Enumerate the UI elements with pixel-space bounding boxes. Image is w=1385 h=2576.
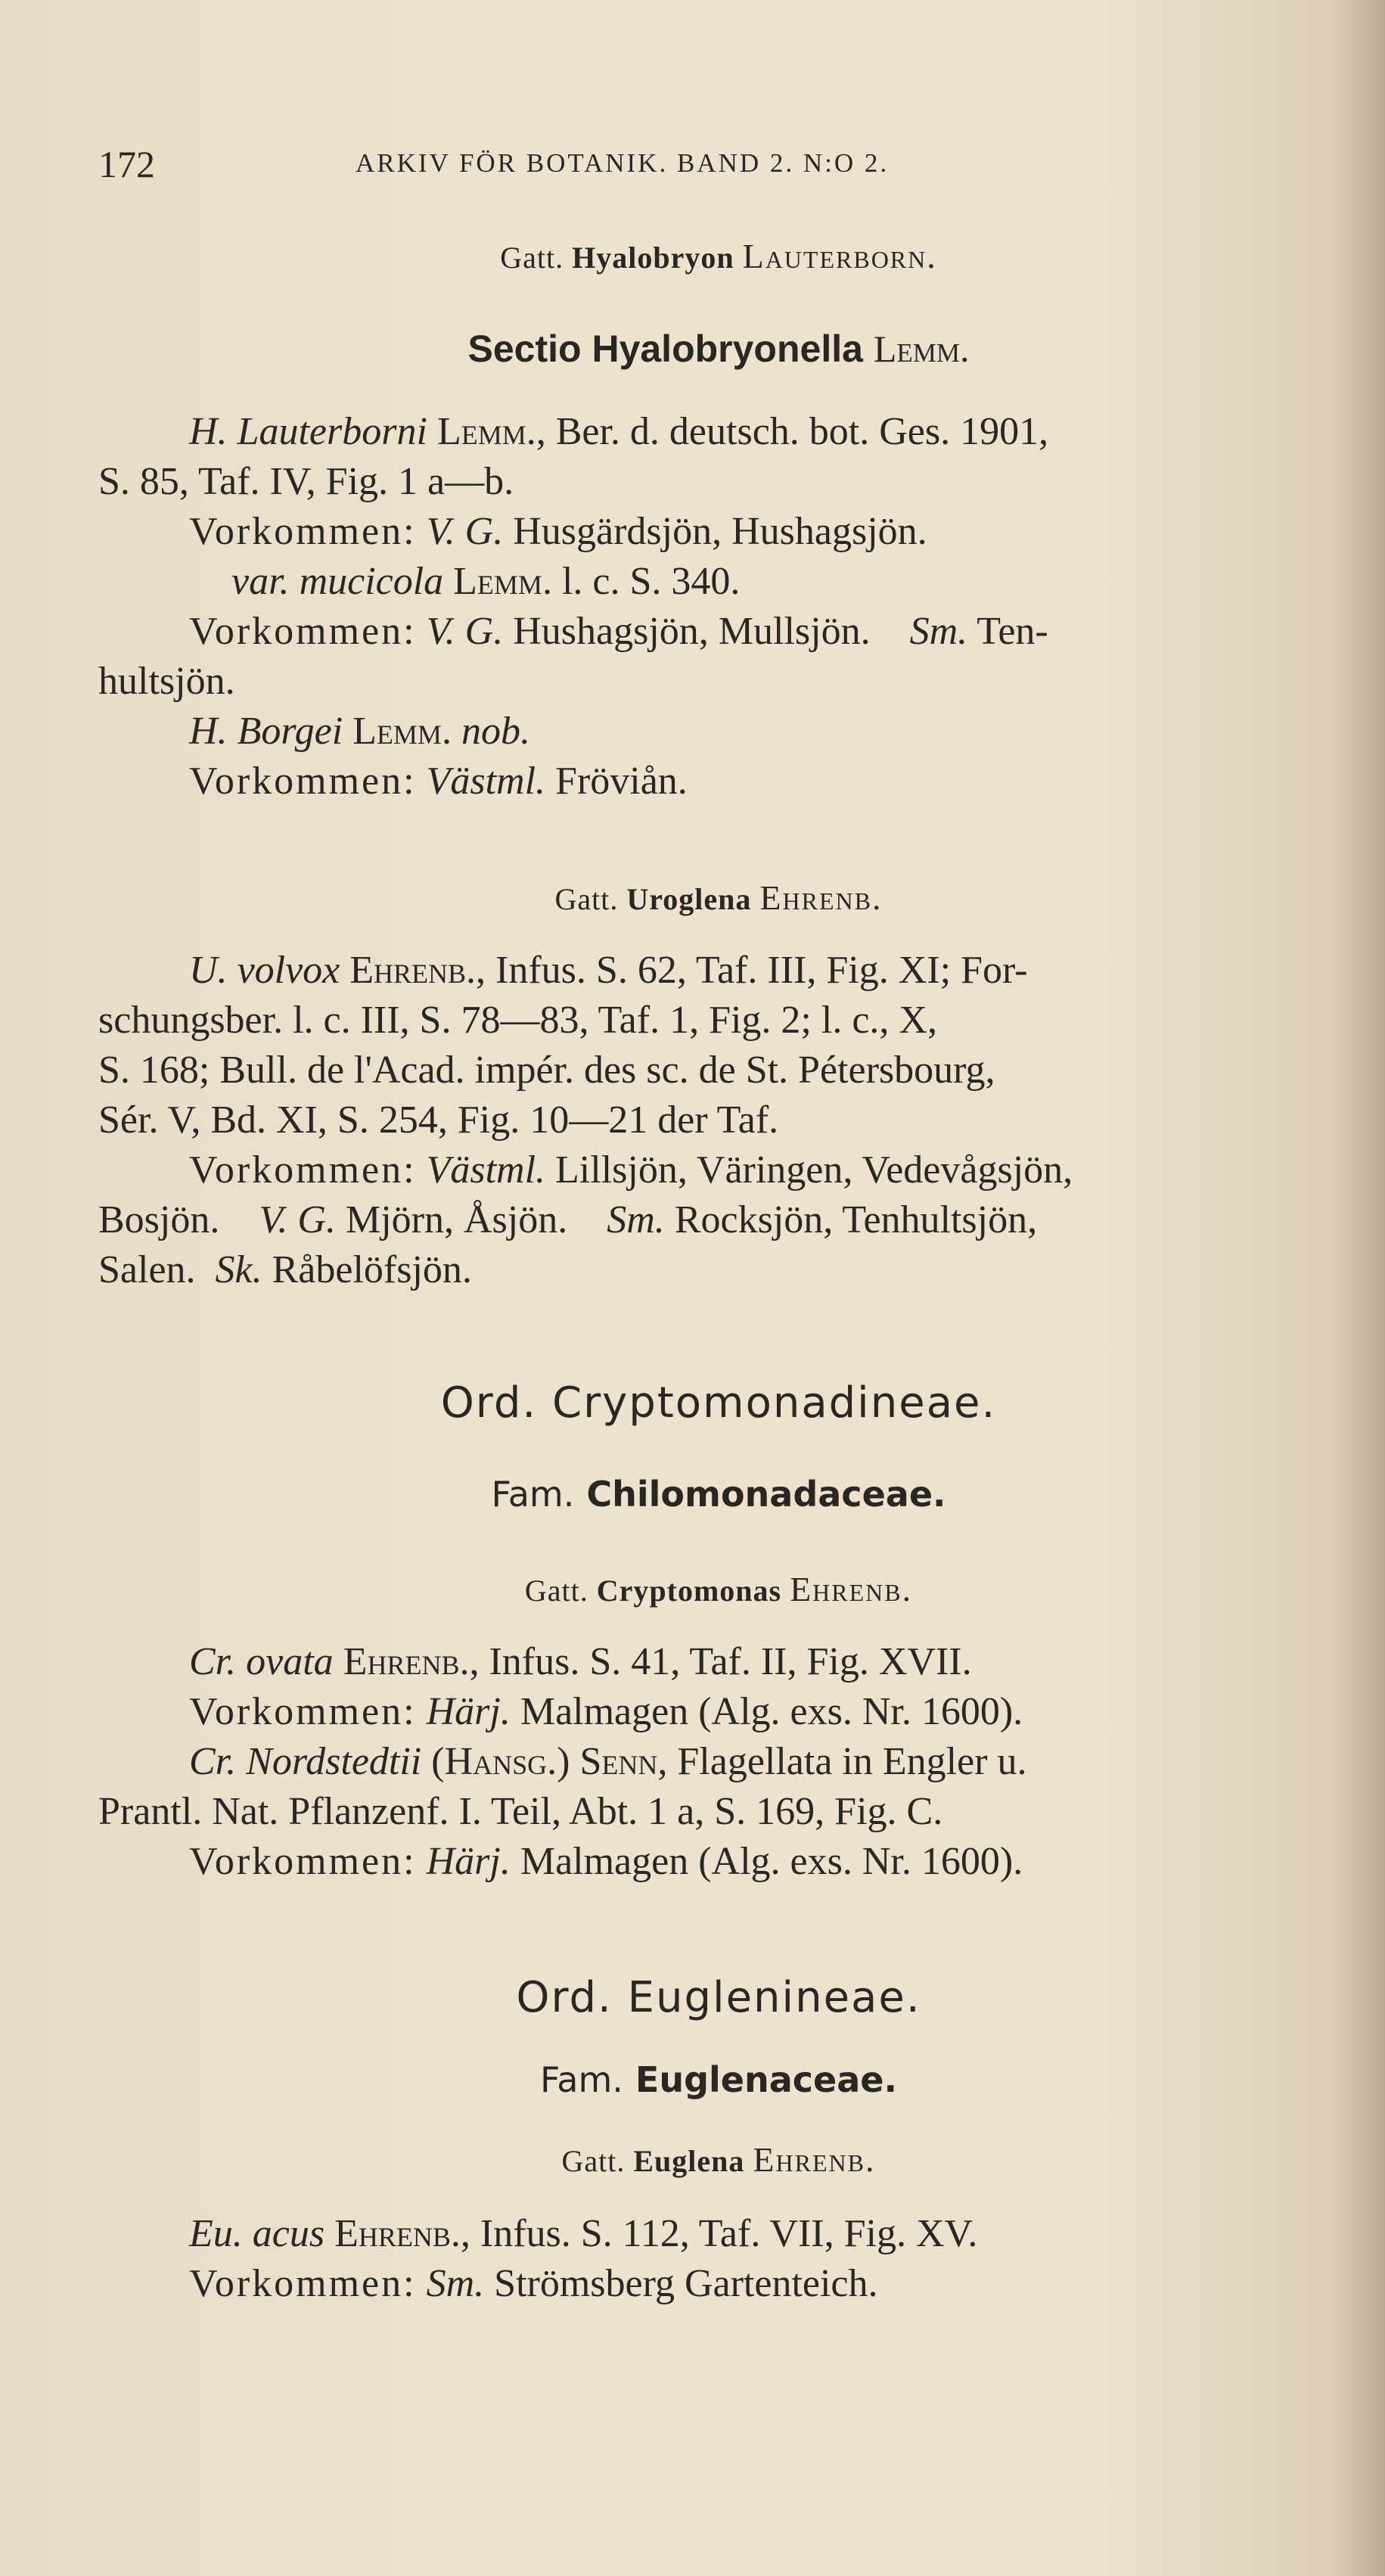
family-heading-chilomonadaceae: Fam. Chilomonadaceae. bbox=[491, 1474, 946, 1515]
running-header bbox=[98, 142, 1309, 188]
genus-heading-uroglena: Gatt. Uroglena Ehrenb. bbox=[554, 878, 883, 917]
genus-author: Ehrenb. bbox=[790, 1570, 913, 1608]
genus-name: Cryptomonas bbox=[596, 1574, 782, 1608]
sectio-heading: Sectio Hyalobryonella Lemm. bbox=[467, 328, 970, 370]
species-entry-lauterborni: H. Lauterborni Lemm., Ber. d. deutsch. bot. Ges. 1901, S. 85, Taf. IV, Fig. 1 a—b. Vorkommen: V. G. Husgärdsjön, Hushagsjön. var. mucicola Lemm. l. c. S. 340. Vorkommen: V. G. Hushagsjön, Mullsjön. Sm. Ten- hultsjön. H. Borgei Lemm. nob. Vorkommen: Västml. Fröviån. bbox=[98, 410, 1049, 803]
genus-name: Hyalobryon bbox=[572, 241, 734, 275]
genus-name: Uroglena bbox=[626, 882, 752, 916]
page-number: 172 bbox=[98, 143, 155, 185]
species-entry-volvox: U. volvox Ehrenb., Infus. S. 62, Taf. III, Fig. XI; For- schungsber. l. c. III, S. 78—83, Taf. 1, Fig. 2; l. c., X, S. 168; Bull. de l'Acad. impér. des sc. de St. Pétersbourg, Sér. V, Bd. XI, S. 254, Fig. 10—21 der Taf. Vorkommen: Västml. Lillsjön, Väringen, Vedevågsjön, Bosjön. V. G. Mjörn, Åsjön. Sm. Rocksjön, Tenhultsjön, Salen. Sk. Råbelöfsjön. bbox=[98, 949, 1073, 1291]
species-entry-cryptomonas: Cr. ovata Ehrenb., Infus. S. 41, Taf. II, Fig. XVII. Vorkommen: Härj. Malmagen (Alg. exs. Nr. 1600). Cr. Nordstedtii (Hansg.) Senn, Flagellata in Engler u. Prantl. Nat. Pflanzenf. I. Teil, Abt. 1 a, S. 169, Fig. C. Vorkommen: Härj. Malmagen (Alg. exs. Nr. 1600). bbox=[98, 1640, 1027, 1883]
genus-heading-cryptomonas: Gatt. Cryptomonas Ehrenb. bbox=[524, 1570, 913, 1608]
genus-heading-euglena: Gatt. Euglena Ehrenb. bbox=[561, 2140, 876, 2179]
species-entry-euglena: Eu. acus Ehrenb., Infus. S. 112, Taf. VII, Fig. XV. Vorkommen: Sm. Strömsberg Gartenteich. bbox=[189, 2212, 978, 2305]
genus-heading-hyalobryon: Gatt. Hyalobryon Lauterborn. bbox=[500, 237, 937, 275]
order-heading-cryptomonadineae: Ord. Cryptomonadineae. bbox=[440, 1378, 997, 1428]
genus-author: Lauterborn. bbox=[742, 237, 937, 275]
genus-author: Ehrenb. bbox=[759, 878, 883, 917]
genus-author: Ehrenb. bbox=[753, 2140, 876, 2179]
running-title: ARKIV FÖR BOTANIK. BAND 2. N:O 2. bbox=[356, 148, 890, 178]
genus-name: Euglena bbox=[633, 2144, 745, 2178]
order-heading-euglenineae: Ord. Euglenineae. bbox=[516, 1973, 921, 2022]
family-heading-euglenaceae: Fam. Euglenaceae. bbox=[540, 2059, 897, 2100]
